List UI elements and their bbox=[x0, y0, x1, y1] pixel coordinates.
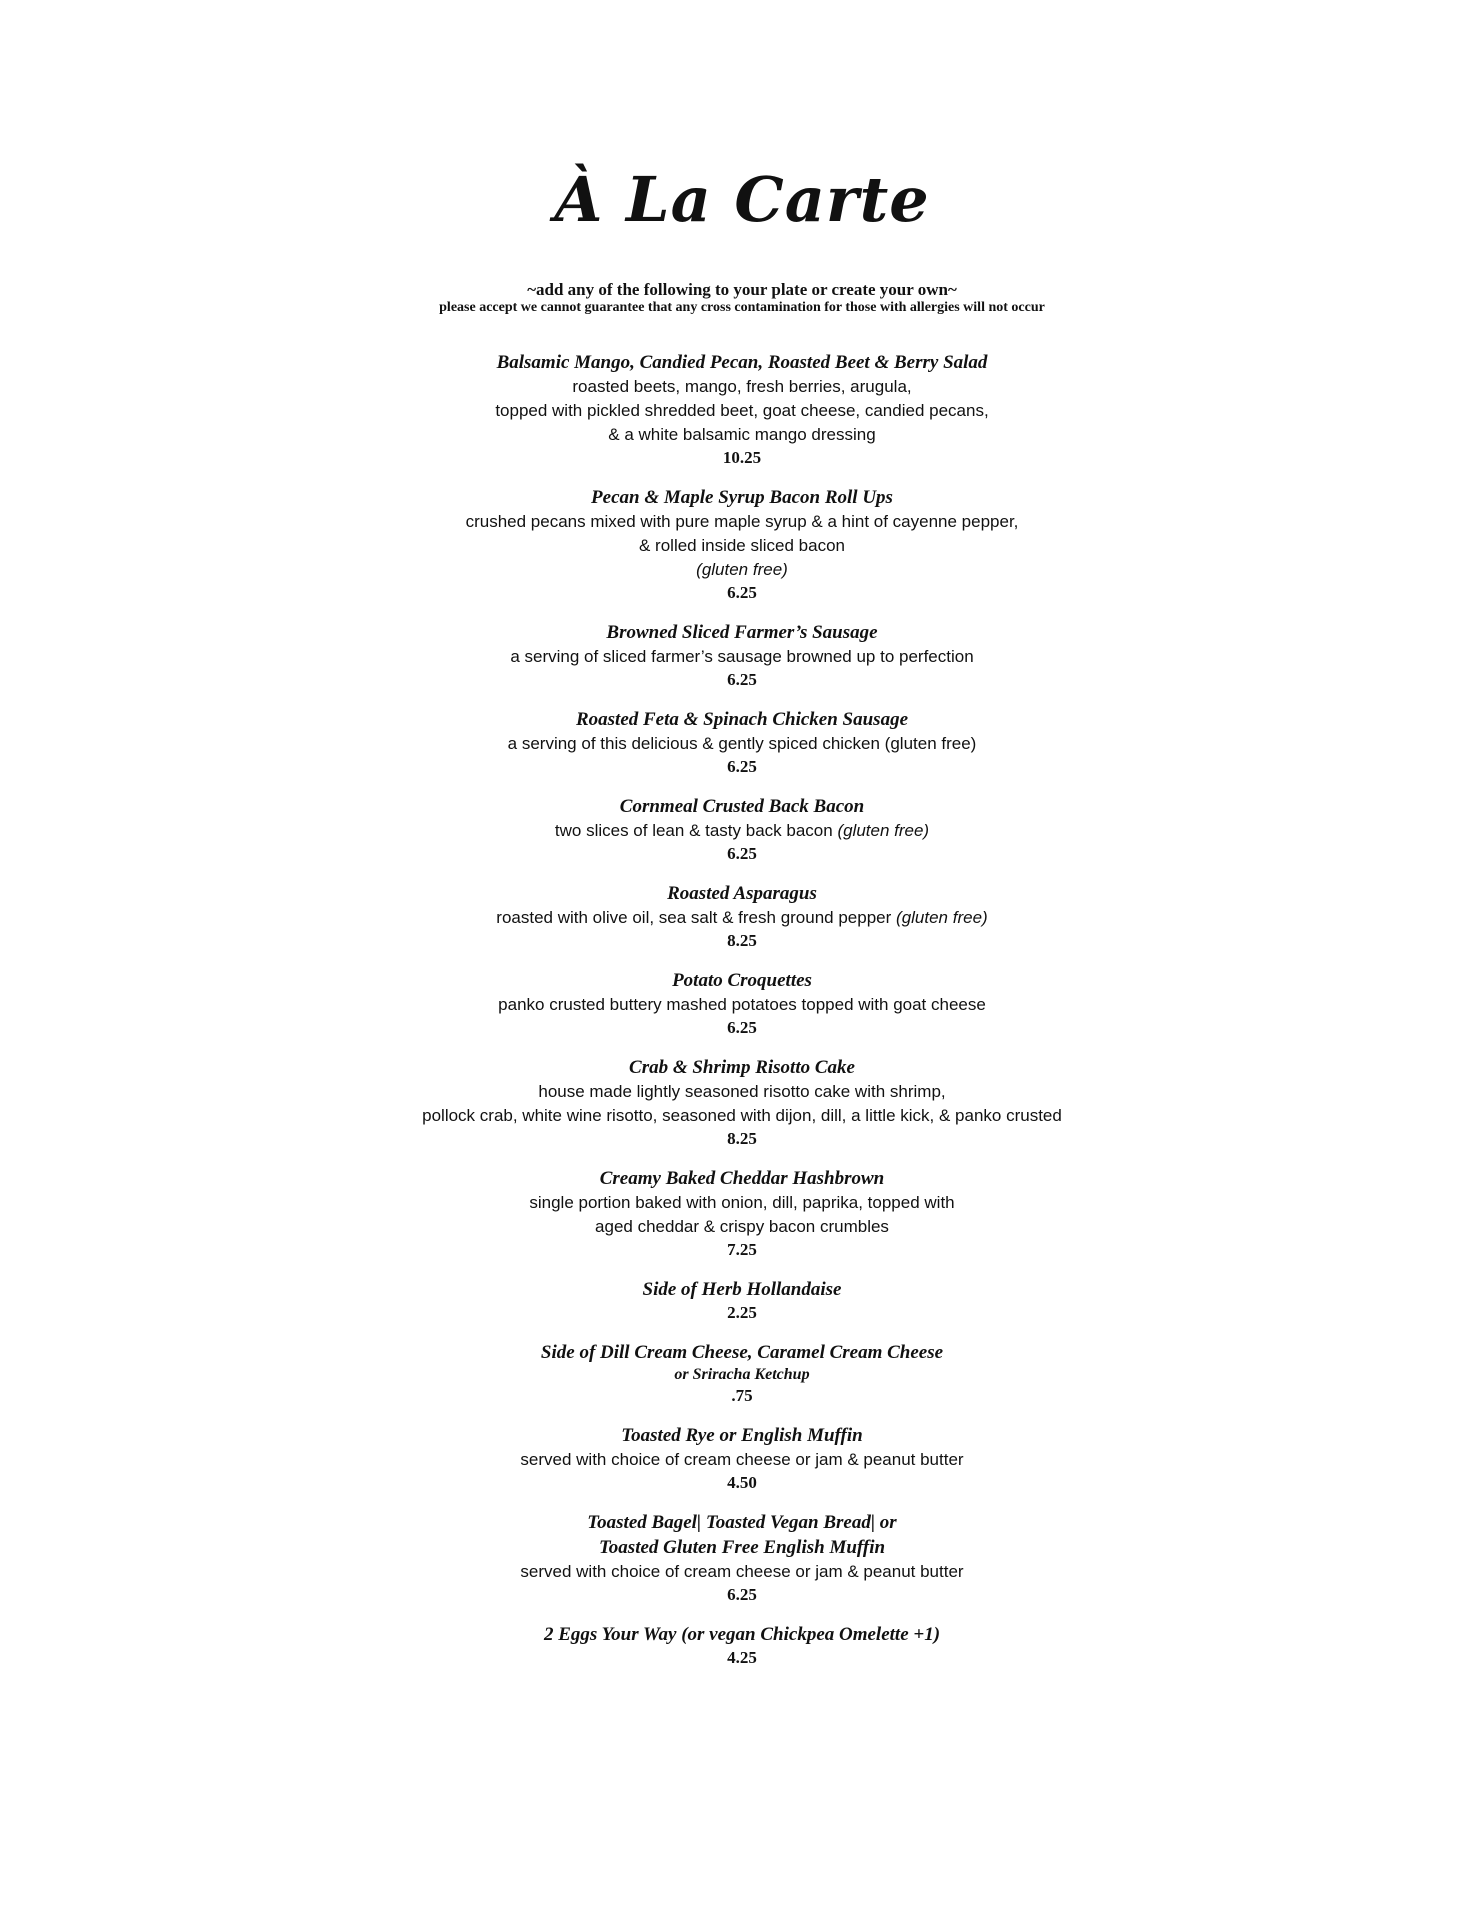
menu-item bbox=[0, 485, 1484, 604]
item-price: 4.25 bbox=[727, 1648, 757, 1667]
menu-item bbox=[0, 881, 1484, 952]
item-price: 6.25 bbox=[727, 757, 757, 776]
item-name: Browned Sliced Farmer’s Sausage bbox=[606, 622, 878, 643]
gluten-free-note: (gluten free) bbox=[837, 821, 930, 840]
item-name: Balsamic Mango, Candied Pecan, Roasted Beet & Berry Salad bbox=[496, 352, 988, 373]
menu-item bbox=[0, 794, 1484, 865]
item-description bbox=[0, 732, 1484, 756]
menu-items-list bbox=[0, 350, 1484, 1685]
item-description-line: & rolled inside sliced bacon bbox=[638, 536, 845, 555]
item-name: Creamy Baked Cheddar Hashbrown bbox=[599, 1168, 885, 1189]
item-price: 8.25 bbox=[727, 931, 757, 950]
item-name: Pecan & Maple Syrup Bacon Roll Ups bbox=[591, 487, 893, 508]
item-price: 4.50 bbox=[727, 1473, 757, 1492]
item-description-line: & a white balsamic mango dressing bbox=[608, 425, 876, 444]
item-subname: or Sriracha Ketchup bbox=[674, 1366, 810, 1383]
item-description bbox=[0, 645, 1484, 669]
gluten-free-note: (gluten free) bbox=[696, 560, 788, 579]
item-name-line: Toasted Gluten Free English Muffin bbox=[598, 1537, 886, 1558]
item-price: 6.25 bbox=[727, 670, 757, 689]
item-name: Roasted Feta & Spinach Chicken Sausage bbox=[575, 709, 909, 730]
item-description bbox=[0, 1191, 1484, 1239]
item-description-line: roasted with olive oil, sea salt & fresh ground pepper bbox=[496, 908, 892, 927]
item-description-line: house made lightly seasoned risotto cake with shrimp, bbox=[538, 1082, 946, 1101]
gluten-free-note: (gluten free) bbox=[896, 908, 988, 927]
item-description-line: pollock crab, white wine risotto, seasoned with dijon, dill, a little kick, & panko crusted bbox=[422, 1106, 1062, 1125]
item-price: 6.25 bbox=[727, 1585, 757, 1604]
menu-item bbox=[0, 350, 1484, 469]
item-description bbox=[0, 819, 1484, 843]
item-description bbox=[0, 1560, 1484, 1584]
menu-item bbox=[0, 1055, 1484, 1150]
item-price: 6.25 bbox=[727, 1018, 757, 1037]
item-price: 6.25 bbox=[727, 844, 757, 863]
item-name: 2 Eggs Your Way (or vegan Chickpea Omelette +1) bbox=[543, 1624, 941, 1645]
item-name: Potato Croquettes bbox=[672, 970, 812, 991]
item-name: Roasted Asparagus bbox=[667, 883, 817, 904]
item-price: 10.25 bbox=[722, 448, 762, 467]
menu-subtitle: ~add any of the following to your plate or create your own~ bbox=[527, 280, 957, 299]
item-description bbox=[0, 906, 1484, 930]
item-name bbox=[0, 1510, 1484, 1560]
item-price: .75 bbox=[731, 1386, 753, 1405]
item-price: 8.25 bbox=[727, 1129, 757, 1148]
item-description-line: a serving of sliced farmer’s sausage browned up to perfection bbox=[510, 647, 974, 666]
item-description-line: roasted beets, mango, fresh berries, arugula, bbox=[572, 377, 912, 396]
menu-item bbox=[0, 1423, 1484, 1494]
item-description bbox=[0, 993, 1484, 1017]
item-name: Side of Herb Hollandaise bbox=[642, 1279, 842, 1300]
menu-item bbox=[0, 1340, 1484, 1407]
page-title: À La Carte bbox=[554, 163, 930, 236]
item-description-line: served with choice of cream cheese or jam & peanut butter bbox=[520, 1562, 964, 1581]
item-name: Cornmeal Crusted Back Bacon bbox=[619, 796, 865, 817]
item-description bbox=[0, 510, 1484, 582]
item-name: Side of Dill Cream Cheese, Caramel Cream Cheese bbox=[540, 1342, 944, 1363]
item-description-line: panko crusted buttery mashed potatoes topped with goat cheese bbox=[498, 995, 986, 1014]
menu-item bbox=[0, 707, 1484, 778]
item-description bbox=[0, 1448, 1484, 1472]
item-name: Toasted Rye or English Muffin bbox=[621, 1425, 863, 1446]
item-description-line: crushed pecans mixed with pure maple syrup & a hint of cayenne pepper, bbox=[465, 512, 1019, 531]
item-description-line: topped with pickled shredded beet, goat cheese, candied pecans, bbox=[495, 401, 989, 420]
item-description bbox=[0, 1080, 1484, 1128]
menu-item bbox=[0, 1277, 1484, 1324]
item-description-line: single portion baked with onion, dill, paprika, topped with bbox=[529, 1193, 955, 1212]
item-description-line: a serving of this delicious & gently spiced chicken (gluten free) bbox=[507, 734, 977, 753]
menu-item bbox=[0, 620, 1484, 691]
menu-item bbox=[0, 1622, 1484, 1669]
item-description-line: two slices of lean & tasty back bacon bbox=[554, 821, 833, 840]
allergy-disclaimer: please accept we cannot guarantee that any cross contamination for those with allergies will not occur bbox=[439, 300, 1045, 315]
menu-item bbox=[0, 1166, 1484, 1261]
item-price: 6.25 bbox=[727, 583, 757, 602]
item-price: 2.25 bbox=[727, 1303, 757, 1322]
item-price: 7.25 bbox=[727, 1240, 757, 1259]
item-name: Crab & Shrimp Risotto Cake bbox=[629, 1057, 855, 1078]
item-description-line: aged cheddar & crispy bacon crumbles bbox=[595, 1217, 889, 1236]
item-name-line: Toasted Bagel| Toasted Vegan Bread| or bbox=[587, 1512, 897, 1533]
menu-item bbox=[0, 968, 1484, 1039]
menu-item bbox=[0, 1510, 1484, 1606]
item-description bbox=[0, 375, 1484, 447]
item-description-line: served with choice of cream cheese or jam & peanut butter bbox=[520, 1450, 964, 1469]
